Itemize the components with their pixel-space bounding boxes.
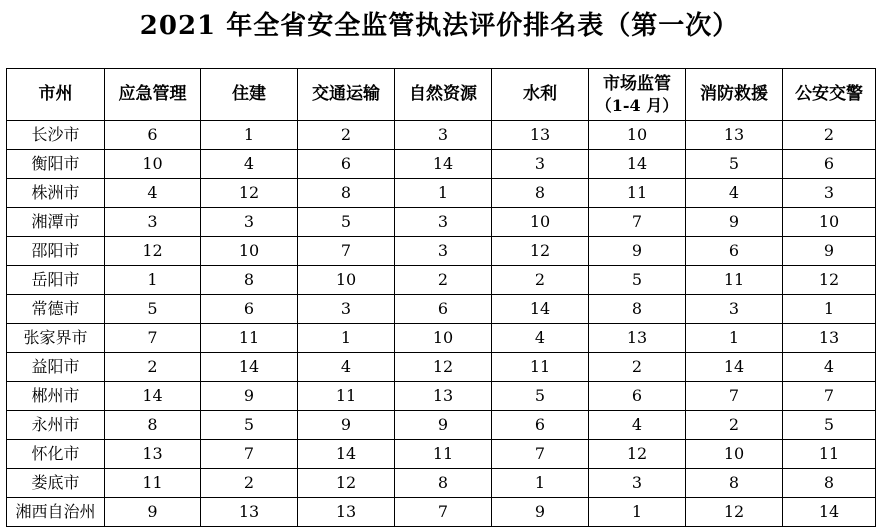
table-row bbox=[7, 324, 876, 353]
rank-cell: 3 bbox=[298, 295, 395, 324]
rank-cell: 13 bbox=[589, 324, 686, 353]
rank-cell: 14 bbox=[395, 150, 492, 179]
rank-cell: 2 bbox=[105, 353, 201, 382]
table-row bbox=[7, 469, 876, 498]
column-header-label: 消防救援 bbox=[700, 84, 768, 104]
rank-cell: 1 bbox=[105, 266, 201, 295]
table-row bbox=[7, 353, 876, 382]
rank-cell: 12 bbox=[783, 266, 876, 295]
rank-cell: 11 bbox=[783, 440, 876, 469]
rank-cell: 14 bbox=[686, 353, 783, 382]
table-row bbox=[7, 208, 876, 237]
table-header-row bbox=[7, 69, 876, 121]
column-header bbox=[105, 69, 201, 121]
rank-cell: 14 bbox=[201, 353, 298, 382]
rank-cell: 4 bbox=[298, 353, 395, 382]
rank-cell: 3 bbox=[492, 150, 589, 179]
table-row bbox=[7, 411, 876, 440]
city-name-cell: 娄底市 bbox=[7, 469, 105, 498]
rank-cell: 10 bbox=[105, 150, 201, 179]
column-header bbox=[589, 69, 686, 121]
city-name-cell: 邵阳市 bbox=[7, 237, 105, 266]
ranking-table bbox=[6, 68, 876, 527]
rank-cell: 6 bbox=[105, 121, 201, 150]
rank-cell: 14 bbox=[105, 382, 201, 411]
rank-cell: 1 bbox=[201, 121, 298, 150]
rank-cell: 7 bbox=[589, 208, 686, 237]
column-header-label: 市州 bbox=[38, 84, 73, 104]
city-name-cell: 怀化市 bbox=[7, 440, 105, 469]
column-header-label: 住建 bbox=[232, 84, 266, 104]
table-row bbox=[7, 237, 876, 266]
rank-cell: 7 bbox=[686, 382, 783, 411]
rank-cell: 9 bbox=[492, 498, 589, 527]
rank-cell: 11 bbox=[395, 440, 492, 469]
rank-cell: 9 bbox=[686, 208, 783, 237]
table-row bbox=[7, 440, 876, 469]
rank-cell: 4 bbox=[105, 179, 201, 208]
rank-cell: 2 bbox=[686, 411, 783, 440]
rank-cell: 8 bbox=[395, 469, 492, 498]
rank-cell: 1 bbox=[783, 295, 876, 324]
rank-cell: 5 bbox=[589, 266, 686, 295]
city-name-cell: 永州市 bbox=[7, 411, 105, 440]
rank-cell: 12 bbox=[395, 353, 492, 382]
column-header-label: 市场监管 bbox=[603, 73, 671, 94]
rank-cell: 10 bbox=[201, 237, 298, 266]
column-header bbox=[7, 69, 105, 121]
rank-cell: 2 bbox=[201, 469, 298, 498]
rank-cell: 13 bbox=[686, 121, 783, 150]
table-body bbox=[7, 121, 876, 527]
rank-cell: 8 bbox=[589, 295, 686, 324]
rank-cell: 3 bbox=[201, 208, 298, 237]
rank-cell: 7 bbox=[395, 498, 492, 527]
rank-cell: 9 bbox=[105, 498, 201, 527]
rank-cell: 2 bbox=[298, 121, 395, 150]
rank-cell: 6 bbox=[492, 411, 589, 440]
rank-cell: 3 bbox=[395, 237, 492, 266]
city-name-cell: 长沙市 bbox=[7, 121, 105, 150]
rank-cell: 11 bbox=[686, 266, 783, 295]
rank-cell: 12 bbox=[492, 237, 589, 266]
rank-cell: 3 bbox=[105, 208, 201, 237]
city-name-cell: 张家界市 bbox=[7, 324, 105, 353]
rank-cell: 3 bbox=[395, 121, 492, 150]
table-row bbox=[7, 266, 876, 295]
rank-cell: 4 bbox=[589, 411, 686, 440]
rank-cell: 5 bbox=[783, 411, 876, 440]
rank-cell: 13 bbox=[105, 440, 201, 469]
rank-cell: 4 bbox=[783, 353, 876, 382]
table-row bbox=[7, 498, 876, 527]
column-header bbox=[783, 69, 876, 121]
page-title: 2021 年全省安全监管执法评价排名表（第一次） bbox=[139, 11, 740, 41]
rank-cell: 8 bbox=[686, 469, 783, 498]
rank-cell: 9 bbox=[201, 382, 298, 411]
rank-cell: 11 bbox=[105, 469, 201, 498]
rank-cell: 1 bbox=[589, 498, 686, 527]
column-header-label: 公安交警 bbox=[795, 84, 863, 104]
rank-cell: 12 bbox=[105, 237, 201, 266]
rank-cell: 9 bbox=[589, 237, 686, 266]
table-row bbox=[7, 150, 876, 179]
rank-cell: 1 bbox=[492, 469, 589, 498]
rank-cell: 6 bbox=[298, 150, 395, 179]
rank-cell: 14 bbox=[589, 150, 686, 179]
rank-cell: 5 bbox=[686, 150, 783, 179]
column-header-label: 自然资源 bbox=[409, 84, 477, 104]
rank-cell: 3 bbox=[589, 469, 686, 498]
rank-cell: 11 bbox=[298, 382, 395, 411]
rank-cell: 9 bbox=[783, 237, 876, 266]
rank-cell: 6 bbox=[783, 150, 876, 179]
rank-cell: 3 bbox=[686, 295, 783, 324]
rank-cell: 10 bbox=[492, 208, 589, 237]
rank-cell: 3 bbox=[783, 179, 876, 208]
rank-cell: 2 bbox=[492, 266, 589, 295]
rank-cell: 1 bbox=[686, 324, 783, 353]
rank-cell: 11 bbox=[492, 353, 589, 382]
column-header bbox=[395, 69, 492, 121]
rank-cell: 6 bbox=[201, 295, 298, 324]
rank-cell: 11 bbox=[589, 179, 686, 208]
rank-cell: 5 bbox=[105, 295, 201, 324]
rank-cell: 12 bbox=[686, 498, 783, 527]
city-name-cell: 湘西自治州 bbox=[7, 498, 105, 527]
rank-cell: 13 bbox=[783, 324, 876, 353]
rank-cell: 6 bbox=[686, 237, 783, 266]
column-header bbox=[686, 69, 783, 121]
rank-cell: 11 bbox=[201, 324, 298, 353]
rank-cell: 10 bbox=[589, 121, 686, 150]
table-row bbox=[7, 382, 876, 411]
column-header-label: 应急管理 bbox=[118, 84, 187, 104]
column-header-label: 交通运输 bbox=[312, 84, 380, 104]
city-name-cell: 湘潭市 bbox=[7, 208, 105, 237]
rank-cell: 2 bbox=[395, 266, 492, 295]
column-header-label: 水利 bbox=[523, 84, 557, 104]
city-name-cell: 岳阳市 bbox=[7, 266, 105, 295]
rank-cell: 13 bbox=[492, 121, 589, 150]
city-name-cell: 郴州市 bbox=[7, 382, 105, 411]
city-name-cell: 衡阳市 bbox=[7, 150, 105, 179]
rank-cell: 9 bbox=[395, 411, 492, 440]
rank-cell: 5 bbox=[298, 208, 395, 237]
rank-cell: 6 bbox=[589, 382, 686, 411]
rank-cell: 8 bbox=[201, 266, 298, 295]
rank-cell: 10 bbox=[395, 324, 492, 353]
rank-cell: 4 bbox=[492, 324, 589, 353]
column-header bbox=[492, 69, 589, 121]
rank-cell: 6 bbox=[395, 295, 492, 324]
rank-cell: 4 bbox=[686, 179, 783, 208]
rank-cell: 8 bbox=[105, 411, 201, 440]
rank-cell: 14 bbox=[783, 498, 876, 527]
rank-cell: 1 bbox=[298, 324, 395, 353]
rank-cell: 8 bbox=[783, 469, 876, 498]
rank-cell: 8 bbox=[298, 179, 395, 208]
rank-cell: 14 bbox=[492, 295, 589, 324]
table-row bbox=[7, 295, 876, 324]
rank-cell: 7 bbox=[105, 324, 201, 353]
rank-cell: 7 bbox=[492, 440, 589, 469]
column-header bbox=[201, 69, 298, 121]
rank-cell: 2 bbox=[783, 121, 876, 150]
column-header bbox=[298, 69, 395, 121]
rank-cell: 7 bbox=[298, 237, 395, 266]
city-name-cell: 常德市 bbox=[7, 295, 105, 324]
rank-cell: 1 bbox=[395, 179, 492, 208]
rank-cell: 13 bbox=[201, 498, 298, 527]
rank-cell: 9 bbox=[298, 411, 395, 440]
rank-cell: 10 bbox=[686, 440, 783, 469]
rank-cell: 2 bbox=[589, 353, 686, 382]
column-header-sublabel: （1-4 月） bbox=[595, 95, 679, 115]
table-row bbox=[7, 121, 876, 150]
city-name-cell: 株洲市 bbox=[7, 179, 105, 208]
rank-cell: 12 bbox=[298, 469, 395, 498]
rank-cell: 12 bbox=[201, 179, 298, 208]
rank-cell: 10 bbox=[783, 208, 876, 237]
rank-cell: 7 bbox=[783, 382, 876, 411]
rank-cell: 13 bbox=[298, 498, 395, 527]
rank-cell: 8 bbox=[492, 179, 589, 208]
rank-cell: 7 bbox=[201, 440, 298, 469]
rank-cell: 12 bbox=[589, 440, 686, 469]
rank-cell: 14 bbox=[298, 440, 395, 469]
rank-cell: 5 bbox=[201, 411, 298, 440]
rank-cell: 13 bbox=[395, 382, 492, 411]
rank-cell: 3 bbox=[395, 208, 492, 237]
rank-cell: 10 bbox=[298, 266, 395, 295]
rank-cell: 5 bbox=[492, 382, 589, 411]
rank-cell: 4 bbox=[201, 150, 298, 179]
city-name-cell: 益阳市 bbox=[7, 353, 105, 382]
table-row bbox=[7, 179, 876, 208]
